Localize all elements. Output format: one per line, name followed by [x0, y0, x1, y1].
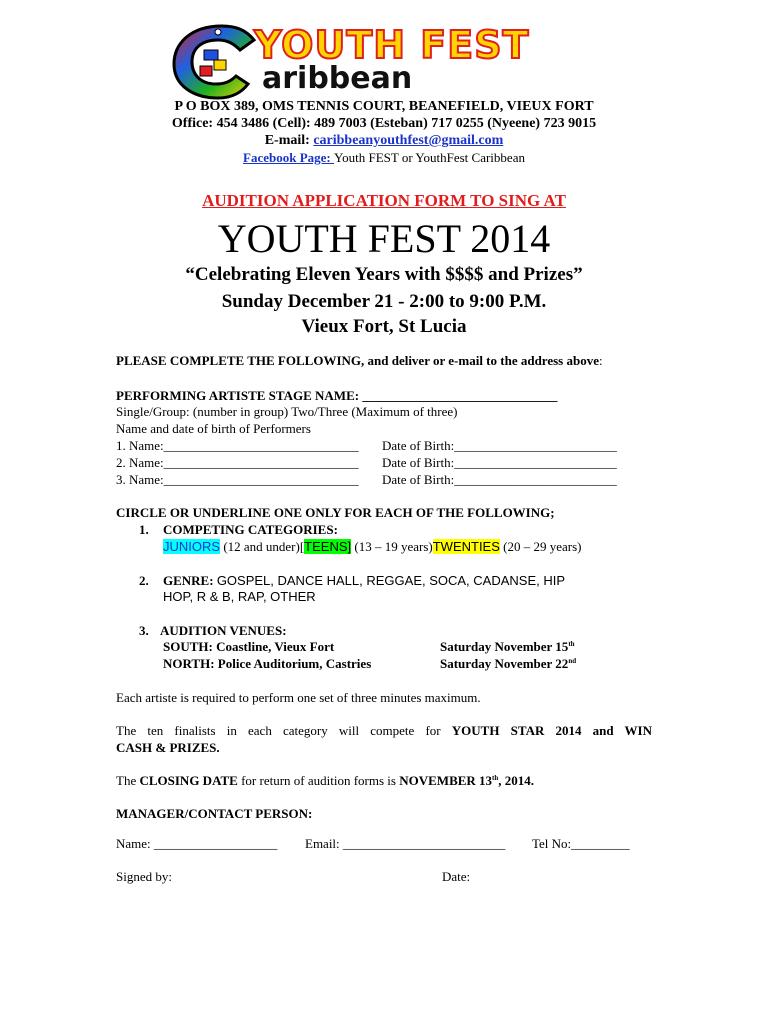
date-field[interactable]: Date: [442, 869, 471, 884]
venue-south-date [440, 639, 575, 655]
genre-options-1[interactable]: GOSPEL, DANCE HALL, REGGAE, SOCA, CADANSE, HIP [216, 573, 566, 588]
north-date: Saturday November 22 [440, 656, 569, 671]
finalists-prize: YOUTH STAR 2014 and WIN [451, 723, 652, 738]
youthfest-logo [170, 22, 598, 100]
closing-year: , 2014. [498, 773, 535, 788]
option-teens[interactable]: TEENS] [304, 539, 352, 554]
name-dob-heading: Name and date of birth of Performers [116, 421, 311, 436]
performer-2-dob-field[interactable]: Date of Birth:_________________________ [382, 455, 617, 470]
instructions-colon: : [598, 353, 603, 368]
contact-tel-field[interactable]: Tel No:_________ [532, 836, 630, 851]
closing-pre: The [116, 773, 140, 788]
performer-3-dob-field[interactable]: Date of Birth:_________________________ [382, 472, 617, 487]
performer-2-name-field[interactable]: 2. Name:______________________________ [116, 455, 359, 470]
venue-north[interactable]: NORTH: Police Auditorium, Castries [163, 656, 372, 671]
genre-line-1 [163, 573, 565, 589]
categories-number: 1. [139, 522, 149, 537]
option-juniors[interactable]: JUNIORS [163, 539, 221, 554]
option-twenties[interactable]: TWENTIES [432, 539, 500, 554]
closing-date-suffix: th [492, 774, 499, 782]
complete-instructions [116, 353, 603, 369]
header-email-line [0, 133, 768, 149]
header-address: P O BOX 389, OMS TENNIS COURT, BEANEFIELD, VIEUX FORT [174, 99, 594, 114]
genre-label: GENRE: [163, 573, 217, 588]
south-date: Saturday November 15 [440, 639, 569, 654]
facebook-value: Youth FEST or YouthFest Caribbean [334, 150, 525, 165]
email-link[interactable]: caribbeanyouthfest@gmail.com [313, 133, 504, 148]
event-date-time: Sunday December 21 - 2:00 to 9:00 P.M. [221, 291, 547, 312]
venue-north-date [440, 656, 576, 672]
perform-time-rule: Each artiste is required to perform one set of three minutes maximum. [116, 690, 481, 705]
twenties-range: (20 – 29 years) [499, 539, 582, 554]
logo-subtitle: aribbean [262, 61, 413, 96]
logo-title: YOUTH FEST [254, 23, 530, 67]
header-office: Office: 454 3486 (Cell): 489 7003 (Esteban) 717 0255 (Nyeene) 723 9015 [171, 116, 597, 131]
venues-number: 3. [139, 623, 149, 638]
performer-3-name-field[interactable]: 3. Name:______________________________ [116, 472, 359, 487]
performer-1-dob-field[interactable]: Date of Birth:_________________________ [382, 438, 617, 453]
form-heading: AUDITION APPLICATION FORM TO SING AT [202, 191, 566, 210]
single-group-line: Single/Group: (number in group) Two/Three (Maximum of three) [116, 404, 458, 419]
stage-name-field[interactable]: PERFORMING ARTISTE STAGE NAME: ______________________________ [116, 388, 558, 403]
venue-south[interactable]: SOUTH: Coastline, Vieux Fort [163, 639, 335, 654]
signed-by-field[interactable]: Signed by: [116, 869, 172, 884]
south-date-suffix: th [568, 640, 575, 648]
categories-label: COMPETING CATEGORIES: [163, 522, 338, 537]
main-title: YOUTH FEST 2014 [217, 216, 551, 261]
contact-heading: MANAGER/CONTACT PERSON: [116, 806, 313, 821]
genre-number: 2. [139, 573, 149, 588]
email-label: E-mail: [264, 133, 314, 148]
venues-label: AUDITION VENUES: [160, 623, 287, 638]
contact-name-field[interactable]: Name: ___________________ [116, 836, 278, 851]
contact-email-field[interactable]: Email: _________________________ [305, 836, 506, 851]
event-location: Vieux Fort, St Lucia [301, 316, 467, 337]
header-facebook-line [0, 150, 768, 166]
closing-mid: for return of audition forms is [237, 773, 400, 788]
circle-heading: CIRCLE OR UNDERLINE ONE ONLY FOR EACH OF THE FOLLOWING; [116, 505, 555, 520]
instructions-text: PLEASE COMPLETE THE FOLLOWING, and deliver or e-mail to the address above [116, 353, 599, 368]
finalists-rule-line-2: CASH & PRIZES. [116, 740, 220, 755]
juniors-range: (12 and under)[ [220, 539, 305, 554]
closing-date-rule [116, 773, 534, 789]
genre-line-2[interactable]: HOP, R & B, RAP, OTHER [163, 589, 316, 604]
north-date-suffix: nd [568, 657, 577, 665]
finalists-rule-line-1 [116, 723, 652, 739]
finalists-text: The ten finalists in each category will compete for [116, 723, 452, 738]
facebook-label[interactable]: Facebook Page: [243, 150, 335, 165]
closing-date: NOVEMBER 13 [399, 773, 493, 788]
performer-1-name-field[interactable]: 1. Name:______________________________ [116, 438, 359, 453]
teens-range: (13 – 19 years) [351, 539, 433, 554]
closing-label: CLOSING DATE [139, 773, 238, 788]
tagline: “Celebrating Eleven Years with $$$$ and Prizes” [185, 264, 583, 285]
categories-options [163, 539, 582, 555]
